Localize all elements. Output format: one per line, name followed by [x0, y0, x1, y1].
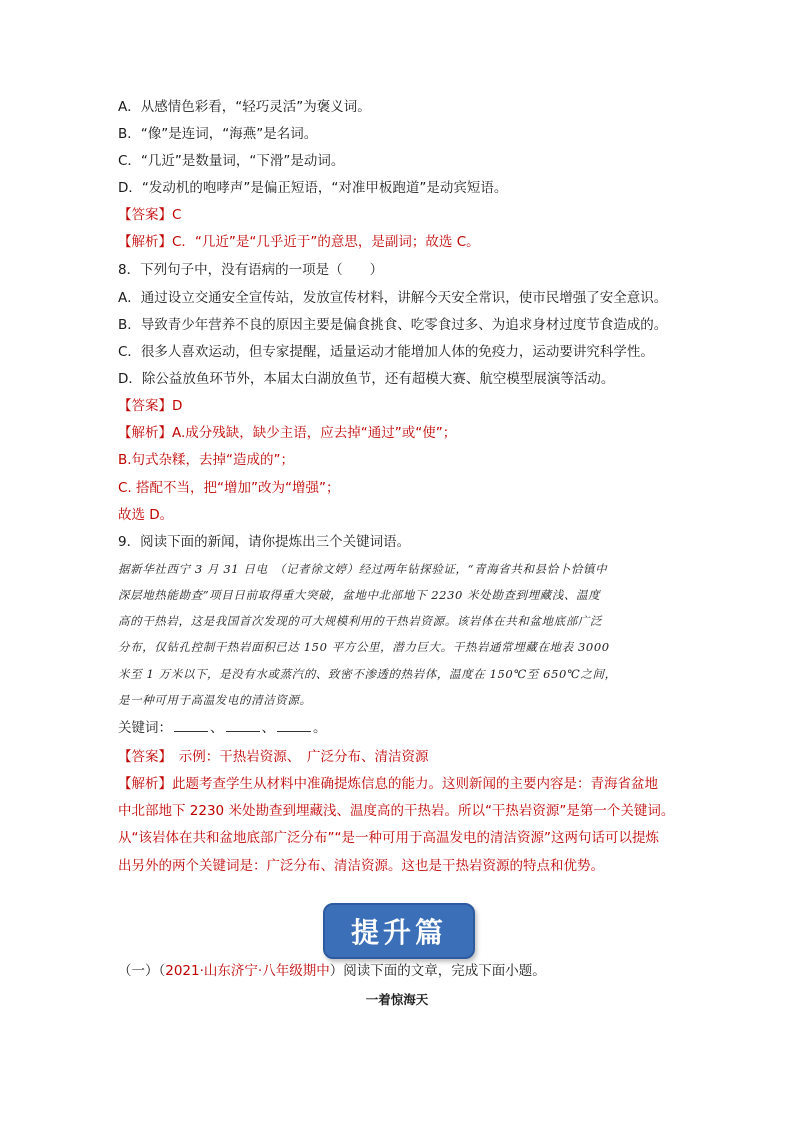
q9-analysis-line-2: 中北部地下 2230 米处勘查到埋藏浅、温度高的干热岩。所以“干热岩资源”是第一个关键词。 — [118, 803, 675, 819]
article-title: 一着惊海天 — [365, 992, 429, 1007]
section-intro — [118, 962, 688, 980]
section-banner: 提升篇 — [323, 903, 475, 959]
q7-analysis: 【解析】C．“几近”是“几乎近于”的意思，是副词；故选 C。 — [118, 234, 480, 250]
q9-stem: 9．阅读下面的新闻，请你提炼出三个关键词语。 — [118, 534, 411, 550]
q7-answer: 【答案】C — [118, 207, 182, 223]
keyword-separator-1: 、 — [210, 720, 224, 736]
keyword-blank-1[interactable] — [174, 719, 208, 732]
keyword-end-mark: 。 — [313, 720, 327, 736]
q9-news-line-6: 是一种可用于高温发电的清洁资源。 — [118, 693, 312, 707]
q9-news-line-1: 据新华社西宁 3 月 31 日电 （记者徐文婷）经过两年钻探验证，“青海省共和县恰卜恰镇中 — [118, 562, 608, 576]
q8-analysis-line-1: 【解析】A.成分残缺，缺少主语，应去掉“通过”或“使”； — [118, 425, 457, 441]
q8-analysis-line-3: C. 搭配不当，把“增加”改为“增强”； — [118, 480, 340, 496]
q8-answer: 【答案】D — [118, 398, 183, 414]
q8-stem: 8．下列句子中，没有语病的一项是（ ） — [118, 262, 384, 278]
section-intro-suffix: ）阅读下面的文章，完成下面小题。 — [329, 963, 546, 979]
q9-analysis-line-4: 出另外的两个关键词是：广泛分布、清洁资源。这也是干热岩资源的特点和优势。 — [118, 858, 604, 874]
keyword-blank-2[interactable] — [226, 719, 260, 732]
q9-answer: 【答案】 示例：干热岩资源、 广泛分布、清洁资源 — [118, 749, 429, 765]
keyword-blank-3[interactable] — [277, 719, 311, 732]
section-intro-source: 2021·山东济宁·八年级期中 — [165, 963, 330, 979]
q9-news-line-2: 深层地热能勘查”项目日前取得重大突破，盆地中北部地下 2230 米处勘查到埋藏浅、温度 — [118, 588, 601, 602]
q7-option-b: B．“像”是连词，“海燕”是名词。 — [118, 126, 318, 142]
q9-analysis-line-3: 从“该岩体在共和盆地底部广泛分布”“是一种可用于高温发电的清洁资源”这两句话可以提炼 — [118, 830, 659, 846]
keyword-separator-2: 、 — [261, 720, 275, 736]
q9-news-line-5: 米至 1 万米以下，是没有水或蒸汽的、致密不渗透的热岩体，温度在 150℃至 650℃之间， — [118, 667, 617, 681]
q8-analysis-line-2: B.句式杂糅，去掉“造成的”； — [118, 452, 295, 468]
q9-analysis-line-1: 【解析】此题考查学生从材料中准确提炼信息的能力。这则新闻的主要内容是：青海省盆地 — [118, 776, 658, 792]
q8-analysis-line-4: 故选 D。 — [118, 507, 174, 523]
q9-keyword-line — [118, 719, 688, 737]
q7-option-a: A．从感情色彩看，“轻巧灵活”为褒义词。 — [118, 99, 371, 115]
q8-option-d: D．除公益放鱼环节外，本届太白湖放鱼节，还有超模大赛、航空模型展演等活动。 — [118, 371, 615, 387]
q8-option-a: A．通过设立交通安全宣传站，发放宣传材料，讲解今天安全常识，使市民增强了安全意识。 — [118, 290, 668, 306]
q7-option-d: D．“发动机的咆哮声”是偏正短语，“对准甲板跑道”是动宾短语。 — [118, 180, 508, 196]
q7-option-c: C．“几近”是数量词，“下滑”是动词。 — [118, 153, 345, 169]
q8-option-b: B．导致青少年营养不良的原因主要是偏食挑食、吃零食过多、为追求身材过度节食造成的。 — [118, 317, 668, 333]
q9-news-line-3: 高的干热岩，这是我国首次发现的可大规模利用的干热岩资源。该岩体在共和盆地底部广泛 — [118, 614, 602, 628]
section-intro-prefix: （一）（ — [118, 963, 166, 979]
q8-option-c: C．很多人喜欢运动，但专家提醒，适量运动才能增加人体的免疫力，运动要讲究科学性。 — [118, 344, 654, 360]
q9-news-line-4: 分布，仅钻孔控制干热岩面积已达 150 平方公里，潜力巨大。干热岩通常埋藏在地表 3000 — [118, 640, 610, 654]
keyword-label: 关键词： — [118, 720, 172, 736]
